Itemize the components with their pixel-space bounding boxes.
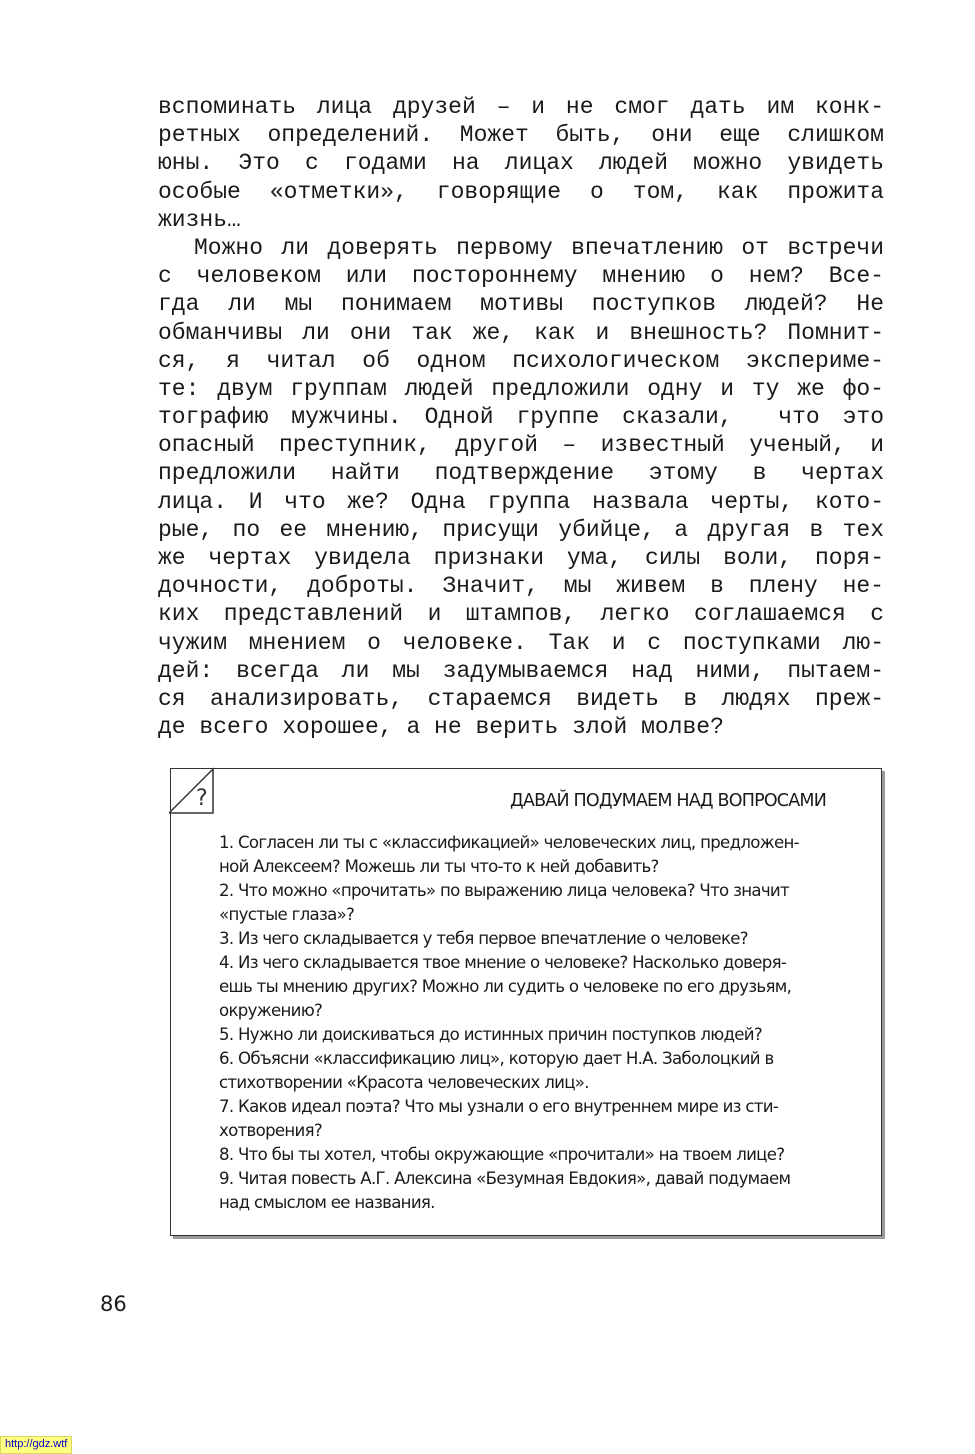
question-line: 4. Из чего складывается твое мнение о человеке? Насколько доверя- bbox=[219, 953, 787, 972]
text-line: Можно ли доверять первому впечатлению от встречи bbox=[194, 234, 884, 261]
text-line: де всего хорошее, а не верить злой молве? bbox=[158, 714, 724, 741]
question-line: ной Алексеем? Можешь ли ты что-то к ней добавить? bbox=[219, 857, 659, 876]
watermark-link[interactable]: http://gdz.wtf bbox=[0, 1436, 72, 1454]
questions-box bbox=[170, 768, 882, 1236]
text-line: лица. И что же? Одна группа назвала черты, кото- bbox=[158, 488, 884, 515]
text-line: дей: всегда ли мы задумываемся над ними, пытаем- bbox=[158, 657, 884, 684]
text-line: ких представлений и штампов, легко соглашаемся с bbox=[158, 601, 884, 628]
text-line: опасный преступник, другой – известный ученый, и bbox=[158, 432, 884, 459]
text-line: гда ли мы понимаем мотивы поступков людей? Не bbox=[158, 291, 884, 318]
text-line: вспоминать лица друзей – и не смог дать им конк- bbox=[158, 94, 884, 120]
question-line: 2. Что можно «прочитать» по выражению лица человека? Что значит bbox=[219, 881, 789, 900]
body-text bbox=[158, 93, 884, 741]
question-line: 9. Читая повесть А.Г. Алексина «Безумная Евдокия», давай подумаем bbox=[219, 1169, 791, 1188]
text-line: предложили найти подтверждение этому в чертах bbox=[158, 460, 884, 487]
text-line: рые, по ее мнению, присущи убийце, а другая в тех bbox=[158, 516, 884, 543]
text-line: юны. Это с годами на лицах людей можно увидеть bbox=[158, 150, 884, 177]
question-line: 3. Из чего складывается у тебя первое впечатление о человеке? bbox=[219, 929, 748, 948]
text-line: ся анализировать, стараемся видеть в людях преж- bbox=[158, 685, 884, 712]
text-line: ся, я читал об одном психологическом экспериме- bbox=[158, 347, 884, 374]
text-line: дочности, доброты. Значит, мы живем в плену не- bbox=[158, 573, 884, 600]
question-mark-icon bbox=[169, 767, 219, 815]
question-line: 7. Каков идеал поэта? Что мы узнали о его внутреннем мире из сти- bbox=[219, 1097, 779, 1116]
svg-text:?: ? bbox=[196, 786, 208, 811]
text-line: жизнь… bbox=[158, 206, 241, 233]
question-line: 8. Что бы ты хотел, чтобы окружающие «прочитали» на твоем лице? bbox=[219, 1145, 785, 1164]
question-line: стихотворении «Красота человеческих лиц». bbox=[219, 1073, 589, 1092]
text-line: особые «отметки», говорящие о том, как прожита bbox=[158, 178, 884, 205]
question-line: 6. Объясни «классификацию лиц», которую дает Н.А. Заболоцкий в bbox=[219, 1049, 774, 1068]
question-line: над смыслом ее названия. bbox=[219, 1193, 435, 1212]
text-line: же чертах увидела признаки ума, силы воли, поря- bbox=[158, 545, 884, 571]
text-line: те: двум группам людей предложили одну и ту же фо- bbox=[158, 375, 884, 402]
page-number: 86 bbox=[100, 1292, 127, 1316]
text-line: чужим мнением о человеке. Так и с поступками лю- bbox=[158, 629, 884, 656]
question-line: 5. Нужно ли доискиваться до истинных причин поступков людей? bbox=[219, 1025, 762, 1044]
question-line: ешь ты мнению других? Можно ли судить о человеке по его друзьям, bbox=[219, 977, 792, 996]
questions-title: ДАВАЙ ПОДУМАЕМ НАД ВОПРОСАМИ bbox=[510, 791, 826, 811]
question-line: хотворения? bbox=[219, 1121, 323, 1140]
text-line: обманчивы ли они так же, как и внешность? Помнит- bbox=[158, 319, 884, 346]
question-line: окружению? bbox=[219, 1001, 323, 1020]
question-line: «пустые глаза»? bbox=[219, 905, 355, 924]
text-line: с человеком или постороннему мнению о нем? Все- bbox=[158, 263, 884, 290]
questions-list bbox=[219, 831, 831, 1215]
text-line: ретных определений. Может быть, они еще слишком bbox=[158, 122, 884, 149]
text-line: тографию мужчины. Одной группе сказали, что это bbox=[158, 404, 884, 431]
question-line: 1. Согласен ли ты с «классификацией» человеческих лиц, предложен- bbox=[219, 833, 799, 852]
